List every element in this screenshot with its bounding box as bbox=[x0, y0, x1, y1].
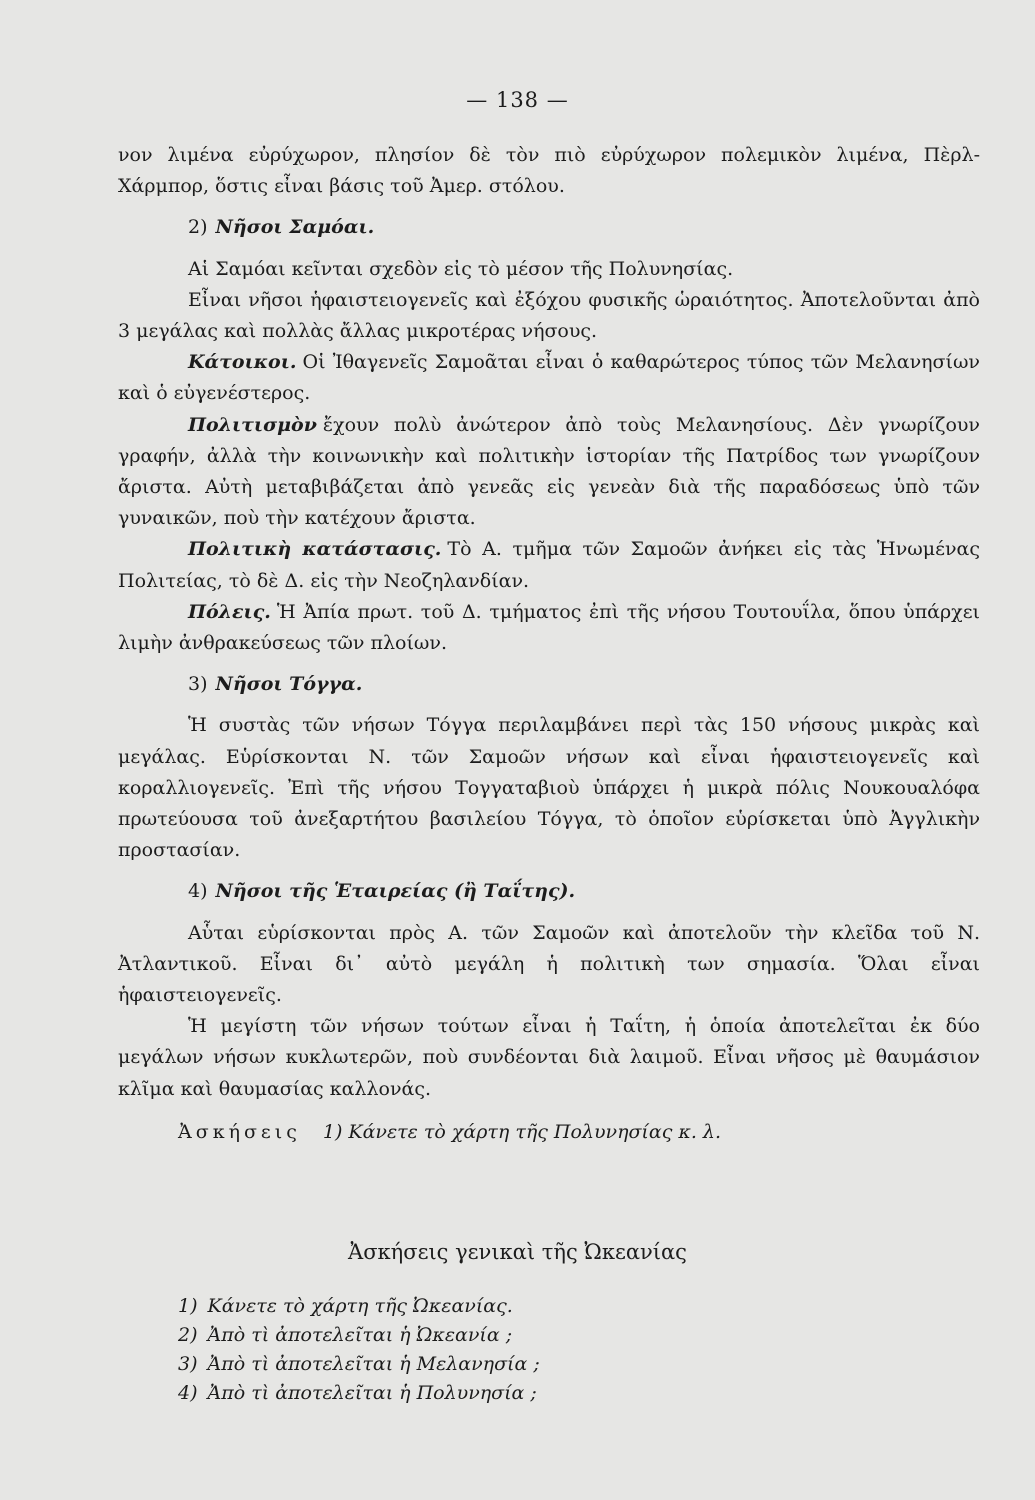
section-number: 4) bbox=[188, 880, 208, 903]
paragraph-lead: Κάτοικοι. bbox=[188, 351, 297, 374]
list-item bbox=[178, 1379, 878, 1408]
item-number: 2) bbox=[178, 1324, 198, 1346]
section-number: 2) bbox=[188, 216, 208, 239]
section-title: Νῆσοι τῆς Ἑταιρείας (ἢ Ταΐτης). bbox=[215, 880, 576, 903]
list-item bbox=[178, 1321, 878, 1350]
item-number: 4) bbox=[178, 1382, 198, 1404]
paragraph-lead: Πολιτικὴ κατάστασις. bbox=[188, 538, 442, 561]
paragraph: Αἱ Σαμόαι κεῖνται σχεδὸν εἰς τὸ μέσον τῆς Πολυνησίας. bbox=[188, 257, 734, 280]
item-text: Κάνετε τὸ χάρτη τῆς Ὠκεανίας. bbox=[207, 1295, 513, 1317]
paragraph-lead: Πόλεις. bbox=[188, 600, 271, 623]
section-number: 3) bbox=[188, 673, 208, 696]
paragraph: Ἡ μεγίστη τῶν νήσων τούτων εἶναι ἡ Ταΐτη, ἡ ὁποία ἀποτελεῖται ἐκ δύο μεγάλων νήσων κυκλωτερῶν, ποὺ συνδέονται διὰ λαιμοῦ. Εἶναι νῆσος μὲ θαυμάσιον κλῖμα καὶ θαυμασίας καλλονάς. bbox=[118, 1015, 980, 1100]
general-exercises-title: Ἀσκήσεις γενικαὶ τῆς Ὠκεανίας bbox=[348, 1240, 687, 1264]
section-title: Νῆσοι Σαμόαι. bbox=[215, 216, 375, 239]
paragraph-body: Οἱ Ἰθαγενεῖς Σαμοᾶται εἶναι ὁ καθαρώτερος τύπος τῶν Μελανησίων καὶ ὁ εὐγενέστερος. bbox=[118, 351, 980, 405]
section-heading-tonga bbox=[188, 669, 980, 700]
paragraph-continuation: νον λιμένα εὐρύχωρον, πλησίον δὲ τὸν πιὸ εὐρύχωρον πολεμικὸν λιμένα, Πὲρλ-Χάρμπορ, ὅστις εἶναι βάσις τοῦ Ἀμερ. στόλου. bbox=[118, 144, 980, 198]
paragraph-inhabitants bbox=[118, 347, 980, 409]
section-heading-society bbox=[188, 876, 980, 907]
paragraph-culture bbox=[118, 410, 980, 535]
section-title: Νῆσοι Τόγγα. bbox=[215, 673, 363, 696]
list-item bbox=[178, 1350, 878, 1379]
exercise-item: 1) Κάνετε τὸ χάρτη τῆς Πολυνησίας κ. λ. bbox=[322, 1120, 722, 1143]
paragraph-cities bbox=[118, 597, 980, 659]
section-heading-samoa bbox=[188, 212, 980, 243]
main-text bbox=[118, 140, 980, 1148]
item-text: Ἀπὸ τὶ ἀποτελεῖται ἡ Μελανησία ; bbox=[207, 1353, 540, 1375]
paragraph-politics bbox=[118, 534, 980, 596]
page-number: — 138 — bbox=[466, 88, 569, 112]
general-exercises-list bbox=[178, 1292, 878, 1408]
paragraph-body: Τὸ Α. τμῆμα τῶν Σαμοῶν ἀνήκει εἰς τὰς Ἡνωμένας Πολιτείας, τὸ δὲ Δ. εἰς τὴν Νεοζηλανδίαν. bbox=[118, 538, 980, 592]
paragraph: Αὗται εὑρίσκονται πρὸς Α. τῶν Σαμοῶν καὶ ἀποτελοῦν τὴν κλεῖδα τοῦ Ν. Ἀτλαντικοῦ. Εἶναι δι᾽ αὐτὸ μεγάλη ἡ πολιτικὴ των σημασία. Ὅλαι εἶναι ἡφαιστειογενεῖς. bbox=[118, 921, 980, 1007]
list-item bbox=[178, 1292, 878, 1321]
paragraph: Εἶναι νῆσοι ἡφαιστειογενεῖς καὶ ἐξόχου φυσικῆς ὡραιότητος. Ἀποτελοῦνται ἀπὸ 3 μεγάλας καὶ πολλὰς ἄλλας μικροτέρας νήσους. bbox=[118, 288, 980, 343]
paragraph-body: ἔχουν πολὺ ἀνώτερον ἀπὸ τοὺς Μελανησίους. Δὲν γνωρίζουν γραφήν, ἀλλὰ τὴν κοινωνικὴν καὶ πολιτικὴν ἱστορίαν τῆς Πατρίδος των γνωρίζουν ἄριστα. Αὐτὴ μεταβιβάζεται ἀπὸ γενεᾶς εἰς γενεὰν διὰ τῆς παραδόσεως ὑπὸ τῶν γυναικῶν, ποὺ τὴν κατέχουν ἄριστα. bbox=[118, 413, 980, 530]
paragraph-body: Ἡ Ἀπία πρωτ. τοῦ Δ. τμήματος ἐπὶ τῆς νήσου Τουτουΐλα, ὅπου ὑπάρχει λιμὴν ἀνθρακεύσεως τῶν πλοίων. bbox=[118, 600, 980, 655]
item-number: 1) bbox=[178, 1295, 198, 1317]
item-text: Ἀπὸ τὶ ἀποτελεῖται ἡ Ὠκεανία ; bbox=[207, 1324, 513, 1346]
paragraph: Ἡ συστὰς τῶν νήσων Τόγγα περιλαμβάνει περὶ τὰς 150 νήσους μικρὰς καὶ μεγάλας. Εὑρίσκονται Ν. τῶν Σαμοῶν νήσων καὶ εἶναι ἡφαιστειογενεῖς καὶ κοραλλιογενεῖς. Ἐπὶ τῆς νήσου Τογγαταβιοὺ ὑπάρχει ἡ μικρὰ πόλις Νουκουαλόφα πρωτεύουσα τοῦ ἀνεξαρτήτου βασιλείου Τόγγα, τὸ ὁποῖον εὑρίσκεται ὑπὸ Ἀγγλικὴν προστασίαν. bbox=[118, 714, 980, 862]
item-text: Ἀπὸ τὶ ἀποτελεῖται ἡ Πολυνησία ; bbox=[207, 1382, 537, 1404]
exercises-label: Ἀσκήσεις bbox=[178, 1120, 301, 1143]
paragraph-lead: Πολιτισμὸν bbox=[188, 413, 317, 436]
exercises-line bbox=[178, 1117, 980, 1148]
item-number: 3) bbox=[178, 1353, 198, 1375]
